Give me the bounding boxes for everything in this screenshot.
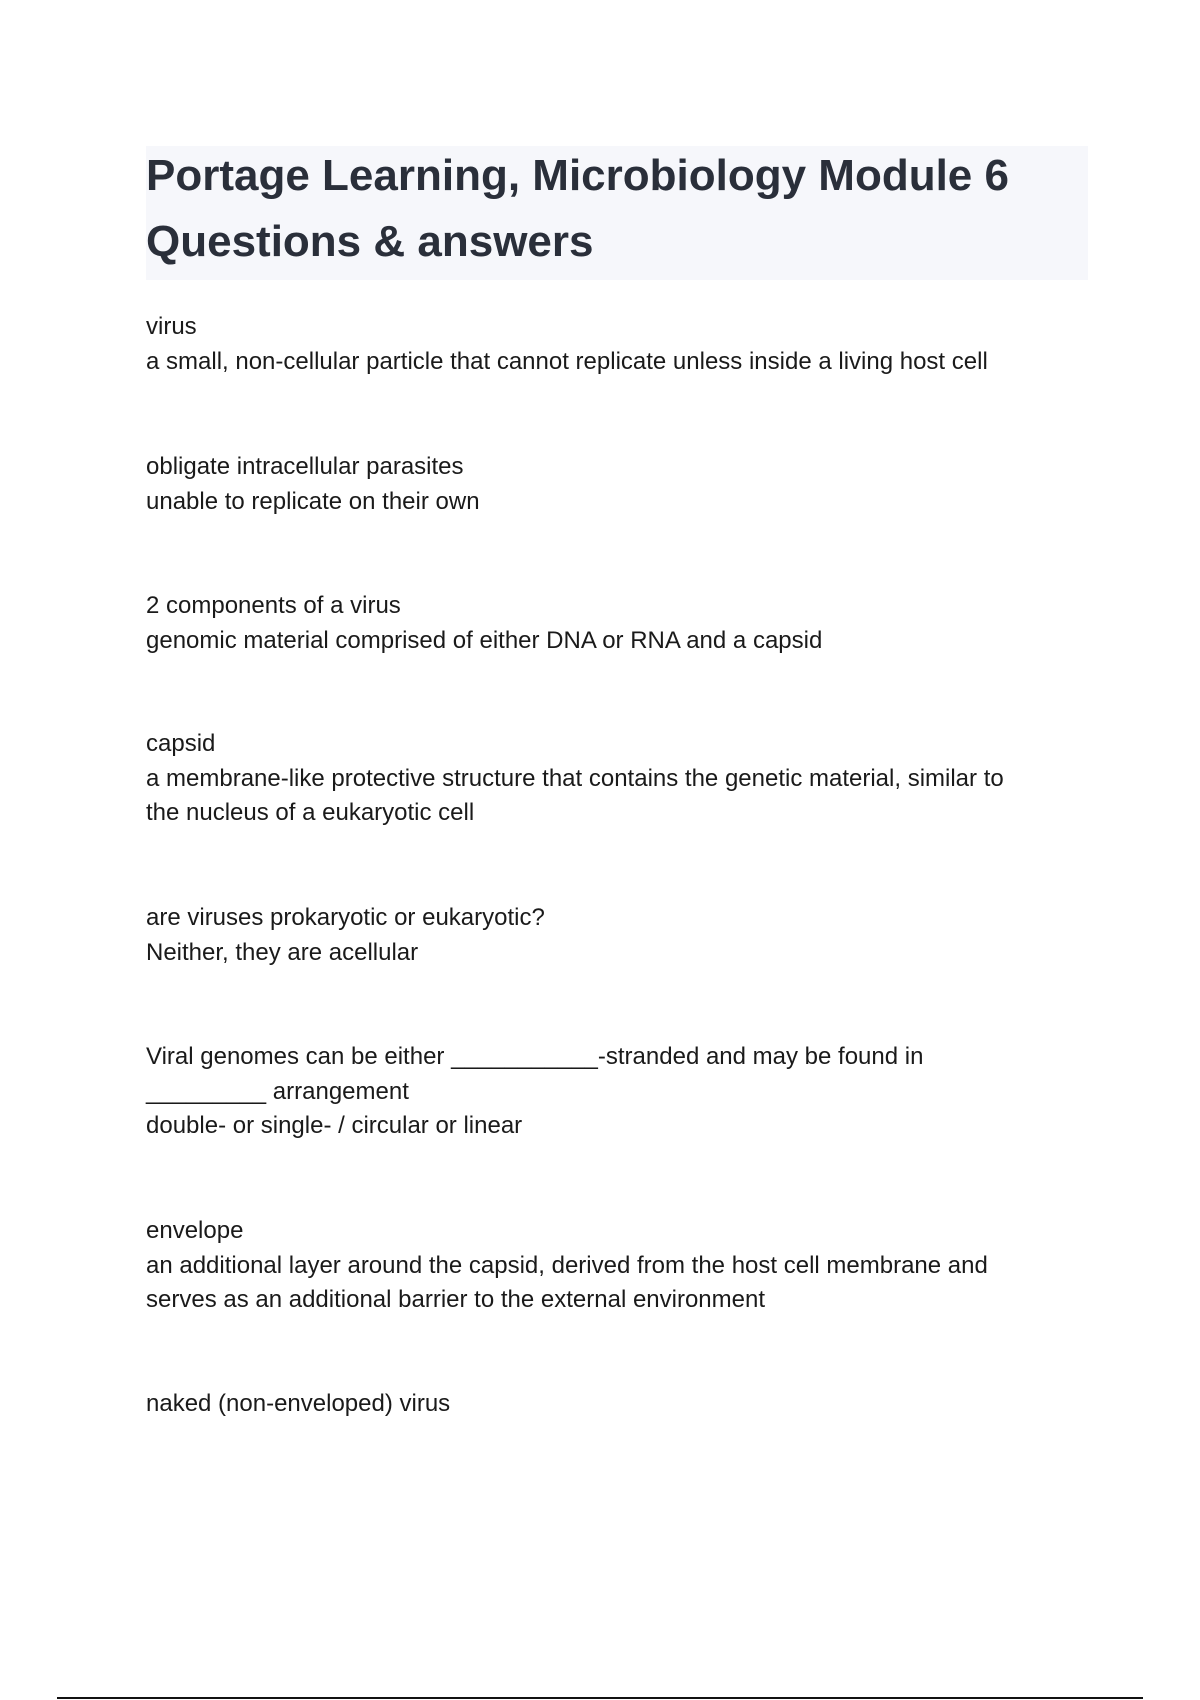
definition: Neither, they are acellular xyxy=(146,938,419,966)
definition: genomic material comprised of either DNA or RNA and a capsid xyxy=(146,626,823,654)
qa-entry-prokaryotic-or-eukaryotic xyxy=(146,901,1086,970)
definition: a small, non-cellular particle that cannot replicate unless inside a living host cell xyxy=(146,347,988,375)
definition-line-2: the nucleus of a eukaryotic cell xyxy=(146,799,475,826)
term: envelope xyxy=(146,1217,244,1244)
qa-entry-naked-virus xyxy=(146,1387,1086,1422)
term: 2 components of a virus xyxy=(146,592,401,619)
definition: double- or single- / circular or linear xyxy=(146,1112,523,1139)
definition-line-1: an additional layer around the capsid, derived from the host cell membrane and xyxy=(146,1251,988,1279)
qa-entry-envelope xyxy=(146,1214,1086,1318)
qa-entry-obligate-intracellular-parasites xyxy=(146,450,1086,519)
title-line-2: Questions & answers xyxy=(146,217,594,266)
term: capsid xyxy=(146,730,216,757)
term: are viruses prokaryotic or eukaryotic? xyxy=(146,904,545,931)
qa-entry-capsid xyxy=(146,727,1086,831)
title-line-1: Portage Learning, Microbiology Module 6 xyxy=(146,151,1009,200)
term: naked (non-enveloped) virus xyxy=(146,1390,451,1417)
footer-divider xyxy=(57,1697,1143,1699)
definition-line-1: a membrane-like protective structure that contains the genetic material, similar to xyxy=(146,764,1004,792)
qa-entry-virus-components xyxy=(146,589,1086,658)
definition-line-2: serves as an additional barrier to the external environment xyxy=(146,1286,766,1313)
document-title xyxy=(146,143,1076,275)
term: virus xyxy=(146,313,197,340)
definition: unable to replicate on their own xyxy=(146,487,480,515)
term-line-2: _________ arrangement xyxy=(146,1077,409,1105)
term-line-1: Viral genomes can be either ___________-stranded and may be found in xyxy=(146,1043,924,1070)
qa-entry-viral-genomes xyxy=(146,1040,1086,1144)
term: obligate intracellular parasites xyxy=(146,453,464,480)
qa-entry-virus xyxy=(146,310,1086,379)
